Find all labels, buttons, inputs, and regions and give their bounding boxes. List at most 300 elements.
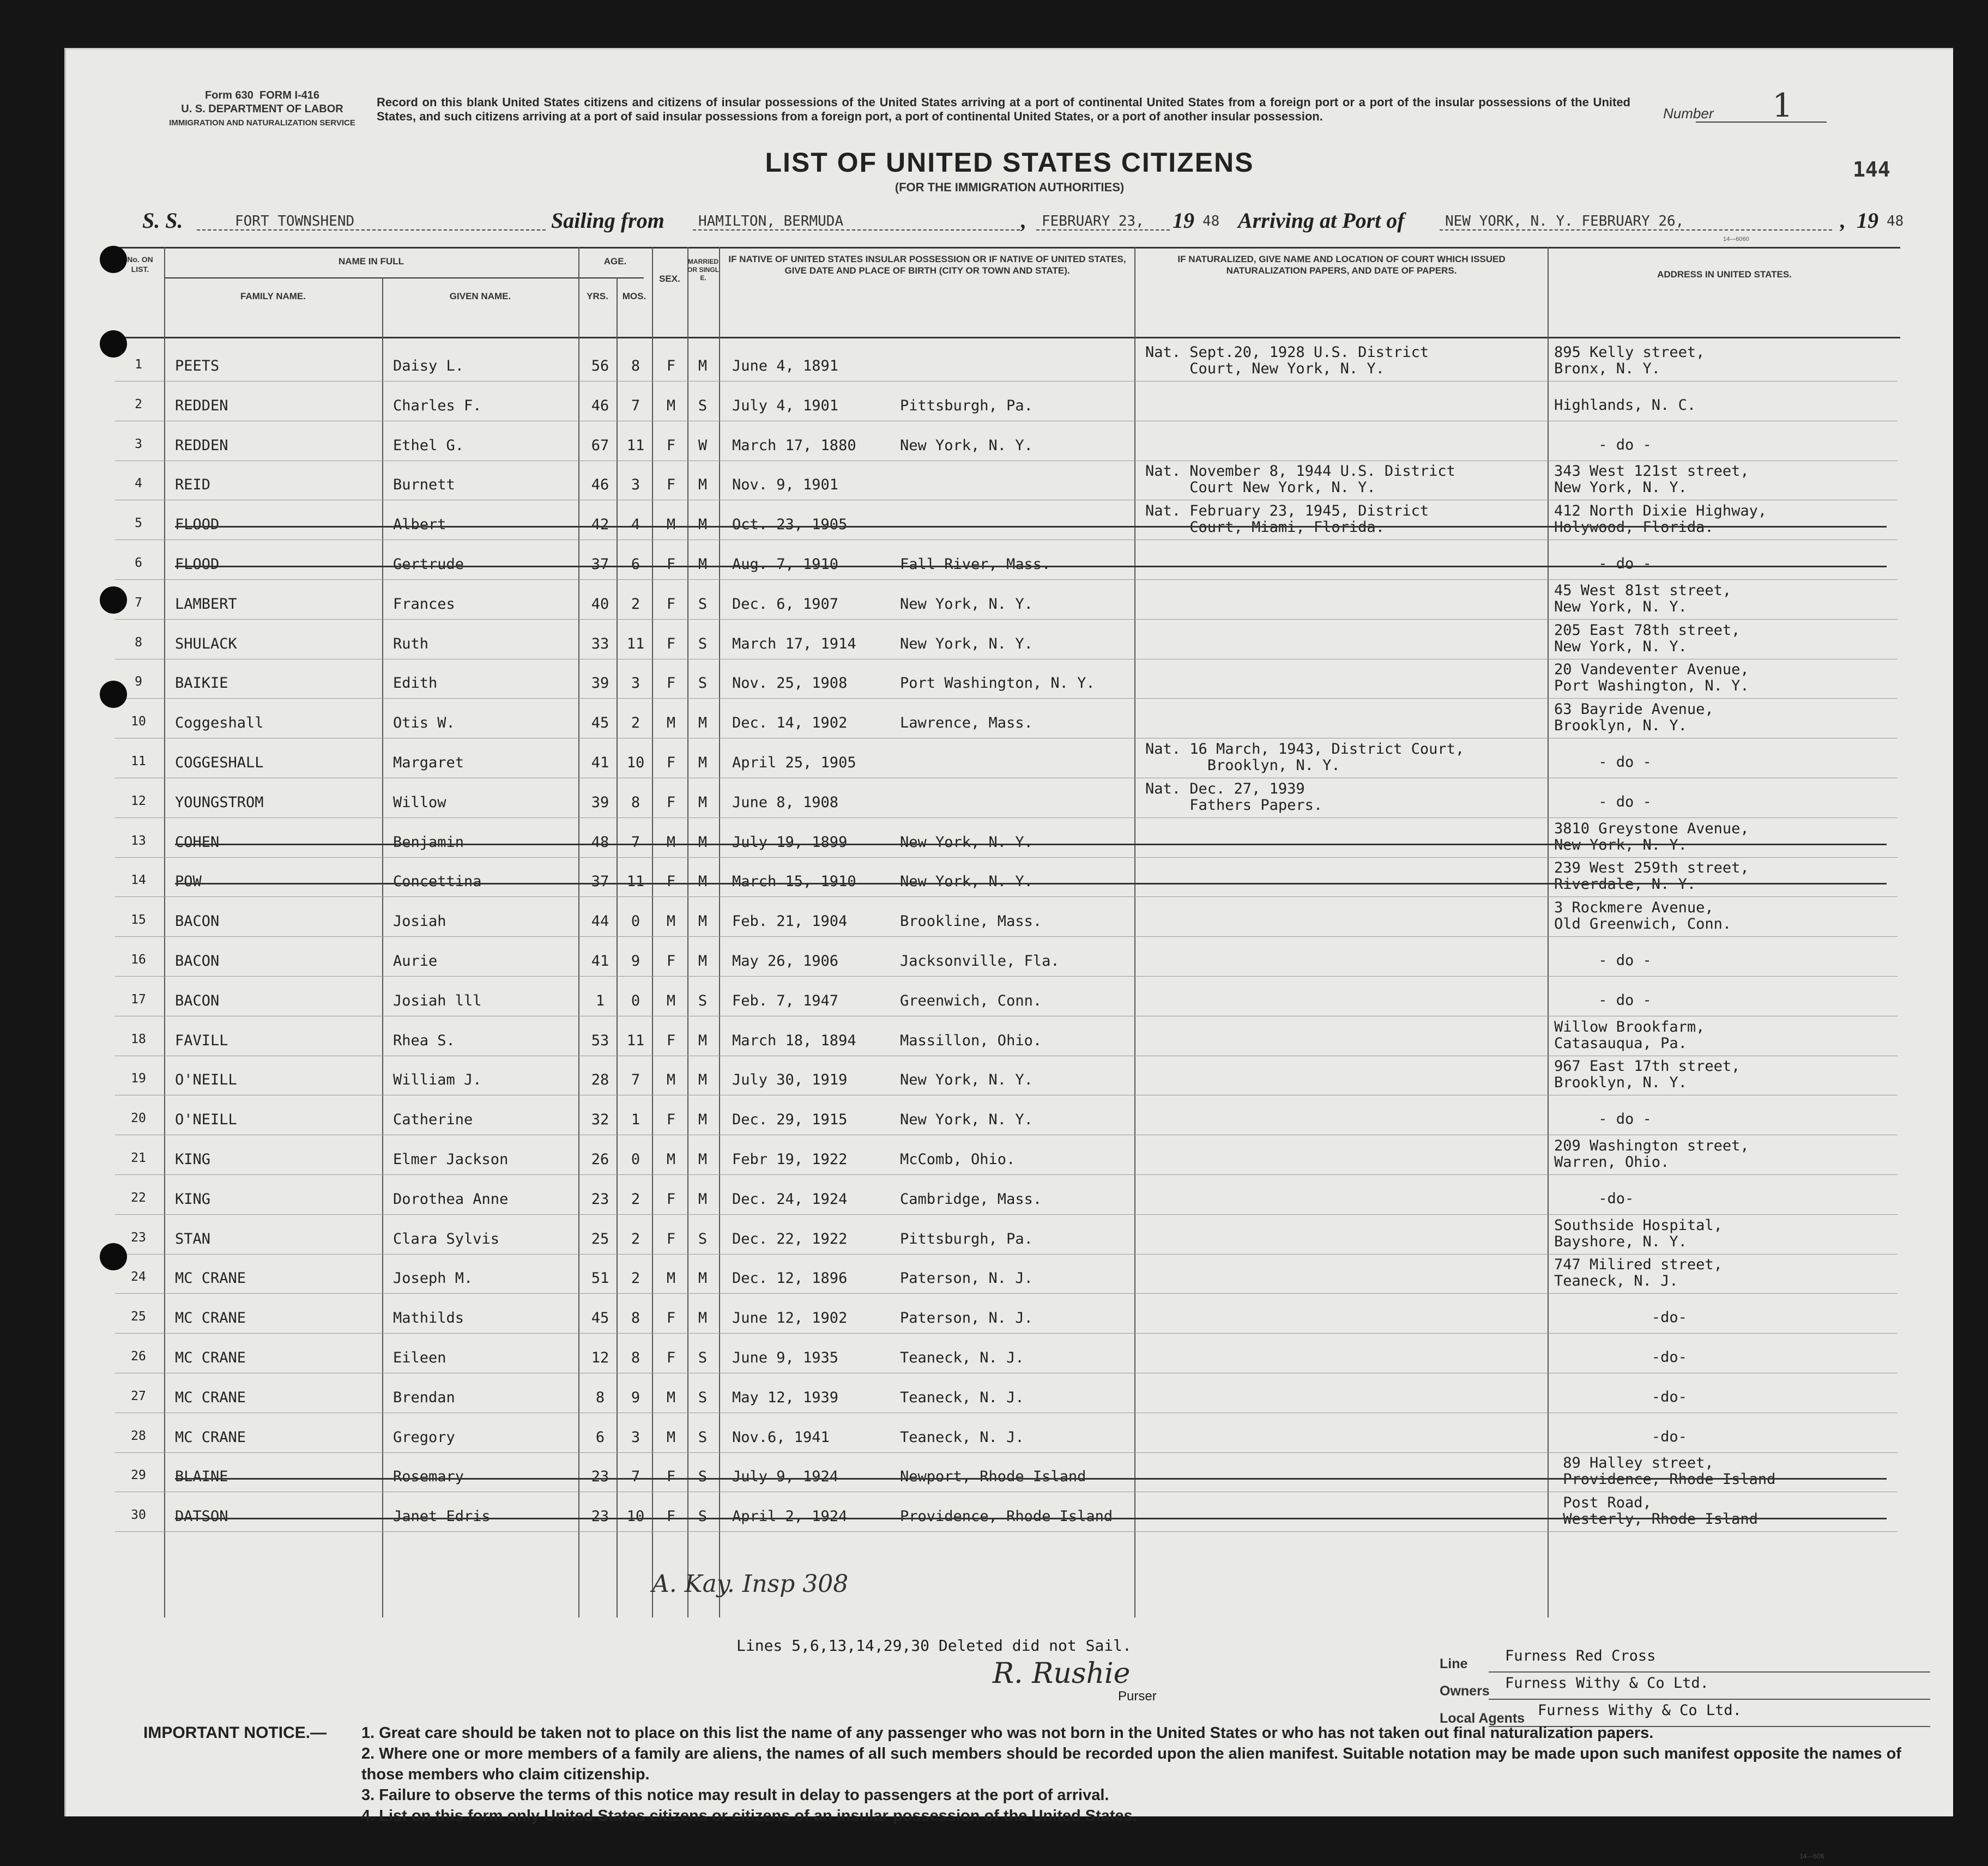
sex: F — [666, 1468, 676, 1486]
marital-status: S — [698, 1230, 708, 1247]
row-number: 26 — [131, 1349, 146, 1364]
family-name: REDDEN — [175, 437, 228, 454]
table-row — [66, 1453, 1953, 1492]
sailing-label: Sailing from — [551, 208, 664, 233]
birth-date: Nov. 9, 1901 — [732, 476, 839, 494]
purser-signature: R. Rushie — [993, 1657, 1131, 1690]
owners-value: Furness Withy & Co Ltd. — [1505, 1675, 1709, 1692]
binder-hole — [100, 681, 127, 708]
col-header-family: FAMILY NAME. — [240, 291, 306, 301]
age-years: 40 — [591, 595, 609, 613]
year-prefix-2: 19 — [1857, 208, 1878, 233]
age-years: 25 — [591, 1230, 609, 1247]
number-label: Number — [1663, 105, 1714, 122]
sex: M — [666, 516, 676, 534]
address: 239 West 259th street, Riverdale, N. Y. — [1554, 859, 1749, 893]
given-name: Brendan — [393, 1389, 455, 1406]
port-underline — [1440, 229, 1832, 231]
marital-status: S — [698, 595, 708, 613]
row-number: 20 — [131, 1111, 146, 1126]
given-name: William J. — [393, 1071, 482, 1089]
age-months: 8 — [631, 1349, 640, 1366]
col-header-yrs: YRS. — [587, 291, 608, 301]
marital-status: M — [698, 1310, 708, 1327]
manifest-sheet — [64, 48, 1953, 1860]
table-row — [66, 1176, 1953, 1215]
birth-place: Lawrence, Mass. — [900, 714, 1033, 732]
address: 3810 Greystone Avenue, New York, N. Y. — [1554, 820, 1749, 853]
family-name: YOUNGSTROM — [175, 793, 264, 811]
row-number: 17 — [131, 992, 146, 1007]
age-years: 53 — [591, 1032, 609, 1049]
row-number: 28 — [131, 1428, 146, 1443]
age-years: 41 — [591, 754, 609, 771]
birth-place: New York, N. Y. — [900, 635, 1033, 652]
birth-place: Paterson, N. J. — [900, 1310, 1033, 1327]
departure-port: HAMILTON, BERMUDA — [698, 213, 844, 229]
binder-hole — [100, 586, 127, 614]
birth-date: June 9, 1935 — [732, 1349, 839, 1366]
row-number: 22 — [131, 1190, 146, 1205]
deleted-lines-note: Lines 5,6,13,14,29,30 Deleted did not Sail. — [736, 1637, 1132, 1655]
marital-status: M — [698, 1190, 708, 1208]
sex: F — [666, 1230, 676, 1247]
birth-date: Feb. 7, 1947 — [732, 992, 839, 1009]
given-name: Gregory — [393, 1428, 455, 1446]
age-months: 7 — [631, 397, 640, 414]
age-years: 41 — [591, 953, 609, 970]
sex: M — [666, 1071, 676, 1089]
row-number: 15 — [131, 913, 146, 928]
given-name: Rhea S. — [393, 1032, 455, 1049]
address: - do - — [1554, 754, 1652, 771]
birth-place: New York, N. Y. — [900, 595, 1033, 613]
purser-label: Purser — [1118, 1689, 1157, 1704]
sex: F — [666, 1111, 676, 1129]
line-label: Line — [1440, 1656, 1468, 1671]
family-name: O'NEILL — [175, 1071, 237, 1089]
marital-status: M — [698, 358, 708, 374]
birth-date: April 2, 1924 — [732, 1508, 848, 1525]
marital-status: S — [698, 1508, 708, 1525]
family-name: COGGESHALL — [175, 754, 264, 771]
sex: F — [666, 476, 676, 494]
table-row — [66, 898, 1953, 937]
table-row — [66, 937, 1953, 977]
address: 20 Vandeventer Avenue, Port Washington, N. Y. — [1554, 661, 1749, 695]
table-row — [66, 1215, 1953, 1255]
age-years: 42 — [591, 516, 609, 534]
birth-place: New York, N. Y. — [900, 1071, 1033, 1089]
sex: M — [666, 397, 676, 414]
page-number: 144 — [1853, 157, 1890, 181]
family-name: MC CRANE — [175, 1310, 246, 1327]
arrival-year: 48 — [1887, 213, 1904, 229]
table-row — [66, 1493, 1953, 1532]
birth-date: July 9, 1924 — [732, 1468, 839, 1486]
notice-heading: IMPORTANT NOTICE.— — [143, 1724, 327, 1742]
family-name: Coggeshall — [175, 714, 264, 732]
table-row — [66, 1096, 1953, 1135]
birth-place: Providence, Rhode Island — [900, 1508, 1113, 1525]
table-row — [66, 977, 1953, 1016]
marital-status: S — [698, 1389, 708, 1406]
table-row — [66, 1017, 1953, 1056]
arriving-label: Arriving at Port of — [1238, 208, 1405, 233]
address: 895 Kelly street, Bronx, N. Y. — [1554, 344, 1705, 377]
family-name: MC CRANE — [175, 1428, 246, 1446]
arrival-port: NEW YORK, N. Y. FEBRUARY 26, — [1445, 213, 1684, 229]
line-value: Furness Red Cross — [1505, 1647, 1656, 1664]
given-name: Charles F. — [393, 397, 482, 414]
age-months: 7 — [631, 1468, 640, 1486]
given-name: Frances — [393, 595, 455, 613]
row-number: 8 — [135, 635, 142, 650]
family-name: REID — [175, 476, 211, 494]
birth-place: Massillon, Ohio. — [900, 1032, 1042, 1049]
year-prefix: 19 — [1173, 208, 1194, 233]
given-name: Mathilds — [393, 1310, 464, 1327]
address: Highlands, N. C. — [1554, 396, 1696, 414]
address: - do - — [1554, 436, 1652, 453]
age-years: 45 — [591, 714, 609, 732]
birth-date: Aug. 7, 1910 — [732, 556, 839, 573]
birth-date: March 15, 1910 — [732, 873, 856, 890]
notice-item-4: 4. List on this form only United States citizens or citizens of an insular possession of the United States. — [361, 1807, 1137, 1825]
age-months: 10 — [626, 1508, 645, 1525]
sex: F — [666, 1032, 676, 1049]
birth-place: Fall River, Mass. — [900, 556, 1051, 573]
birth-date: Dec. 24, 1924 — [732, 1190, 848, 1208]
col-header-sex: SEX. — [659, 274, 680, 284]
birth-date: June 4, 1891 — [732, 358, 839, 374]
given-name: Janet Edris — [393, 1508, 491, 1525]
age-years: 56 — [591, 358, 609, 374]
agents-value: Furness Withy & Co Ltd. — [1538, 1702, 1742, 1719]
sex: M — [666, 992, 676, 1009]
given-name: Rosemary — [393, 1468, 464, 1486]
birth-place: Greenwich, Conn. — [900, 992, 1042, 1009]
birth-date: May 26, 1906 — [732, 953, 839, 970]
sex: F — [666, 635, 676, 652]
age-years: 39 — [591, 675, 609, 692]
row-number: 24 — [131, 1270, 146, 1285]
birth-date: July 19, 1899 — [732, 833, 848, 851]
address: Southside Hospital, Bayshore, N. Y. — [1554, 1216, 1723, 1250]
row-number: 7 — [135, 595, 142, 610]
marital-status: M — [698, 476, 708, 494]
age-years: 37 — [591, 873, 609, 890]
given-name: Josiah — [393, 913, 446, 930]
marital-status: M — [698, 556, 708, 573]
address: - do - — [1554, 793, 1652, 810]
marital-status: M — [698, 1111, 708, 1129]
given-name: Edith — [393, 675, 438, 692]
sex: M — [666, 833, 676, 851]
table-row — [66, 1136, 1953, 1175]
family-name: BLAINE — [175, 1468, 228, 1486]
department-name: U. S. DEPARTMENT OF LABOR — [181, 103, 343, 115]
sex: F — [666, 1190, 676, 1208]
marital-status: M — [698, 1032, 708, 1049]
birth-date: Dec. 22, 1922 — [732, 1230, 848, 1247]
office-code: 14—6060 — [1723, 236, 1749, 243]
address: - do - — [1554, 952, 1652, 969]
family-name: STAN — [175, 1230, 211, 1247]
comma-sep: , — [1021, 208, 1026, 233]
birth-place: Port Washington, N. Y. — [900, 675, 1095, 692]
birth-place: New York, N. Y. — [900, 833, 1033, 851]
family-name: BACON — [175, 992, 220, 1009]
age-years: 23 — [591, 1190, 609, 1208]
family-name: SHULACK — [175, 635, 237, 652]
age-months: 6 — [631, 556, 640, 573]
family-name: KING — [175, 1190, 211, 1208]
given-name: Burnett — [393, 476, 455, 494]
given-name: Albert — [393, 516, 446, 534]
table-row — [66, 580, 1953, 620]
row-number: 16 — [131, 953, 146, 967]
row-number: 25 — [131, 1310, 146, 1324]
birth-place: New York, N. Y. — [900, 437, 1033, 454]
birth-date: July 4, 1901 — [732, 397, 839, 414]
address: -do- — [1554, 1309, 1687, 1326]
table-row — [66, 342, 1953, 381]
age-months: 11 — [626, 437, 645, 454]
given-name: Eileen — [393, 1349, 446, 1366]
header-bottom-rule — [118, 337, 1900, 338]
binder-hole — [100, 330, 127, 358]
form-id-block — [148, 89, 377, 130]
address: -do- — [1554, 1428, 1687, 1445]
age-years: 6 — [595, 1428, 605, 1446]
sex: F — [666, 595, 676, 613]
row-number: 11 — [131, 754, 146, 768]
family-name: MC CRANE — [175, 1389, 246, 1406]
family-name: BACON — [175, 913, 220, 930]
birth-place: Newport, Rhode Island — [900, 1468, 1086, 1486]
age-months: 11 — [626, 1032, 645, 1049]
naturalization: Nat. November 8, 1944 U.S. District Court New York, N. Y. — [1145, 463, 1455, 496]
age-months: 9 — [631, 953, 640, 970]
age-years: 8 — [595, 1389, 605, 1406]
address: Post Road, Westerly, Rhode Island — [1563, 1494, 1758, 1528]
age-months: 2 — [631, 1190, 640, 1208]
birth-place: New York, N. Y. — [900, 1111, 1033, 1129]
page-subtitle: (FOR THE IMMIGRATION AUTHORITIES) — [895, 180, 1125, 194]
marital-status: M — [698, 953, 708, 970]
given-name: Daisy L. — [393, 358, 464, 374]
table-row — [66, 699, 1953, 738]
marital-status: M — [698, 793, 708, 811]
address: 3 Rockmere Avenue, Old Greenwich, Conn. — [1554, 899, 1732, 933]
col-header-married: MARRIED OR SINGLE. — [687, 258, 720, 282]
given-name: Elmer Jackson — [393, 1151, 509, 1168]
inspector-handwriting: A. Kay. Insp 308 — [652, 1570, 849, 1598]
age-years: 33 — [591, 635, 609, 652]
naturalization: Nat. Sept.20, 1928 U.S. District Court, New York, N. Y. — [1145, 344, 1429, 377]
form-number: Form 630 FORM I-416 — [204, 89, 320, 101]
age-years: 26 — [591, 1151, 609, 1168]
sex: M — [666, 1270, 676, 1287]
table-row — [66, 1374, 1953, 1413]
naturalization: Nat. Dec. 27, 1939 Fathers Papers. — [1145, 780, 1323, 814]
birth-date: Oct. 23, 1905 — [732, 516, 848, 534]
age-months: 8 — [631, 358, 640, 374]
age-years: 12 — [591, 1349, 609, 1366]
sex: M — [666, 913, 676, 930]
agents-label: Local Agents — [1440, 1711, 1525, 1726]
table-row — [66, 659, 1953, 699]
birth-date: Dec. 14, 1902 — [732, 714, 848, 732]
age-months: 8 — [631, 1310, 640, 1327]
address: 967 East 17th street, Brooklyn, N. Y. — [1554, 1058, 1741, 1092]
address: 45 West 81st street, New York, N. Y. — [1554, 581, 1732, 615]
sex: M — [666, 1389, 676, 1406]
birth-date: June 12, 1902 — [732, 1310, 848, 1327]
family-name: POW — [175, 873, 202, 890]
row-number: 30 — [131, 1508, 146, 1523]
birth-place: Pittsburgh, Pa. — [900, 1230, 1033, 1247]
age-years: 44 — [591, 913, 609, 930]
age-months: 2 — [631, 1230, 640, 1247]
given-name: Willow — [393, 793, 446, 811]
birth-place: Pittsburgh, Pa. — [900, 397, 1033, 414]
marital-status: M — [698, 833, 708, 851]
birth-date: May 12, 1939 — [732, 1389, 839, 1406]
given-name: Joseph M. — [393, 1270, 473, 1287]
col-header-name: NAME IN FULL — [339, 256, 404, 266]
age-months: 0 — [631, 992, 640, 1009]
sex: F — [666, 793, 676, 811]
birth-date: March 18, 1894 — [732, 1032, 856, 1049]
age-years: 46 — [591, 476, 609, 494]
naturalization: Nat. February 23, 1945, District Court, Miami, Florida. — [1145, 502, 1429, 536]
row-number: 18 — [131, 1032, 146, 1046]
row-number: 6 — [135, 556, 142, 570]
sex: F — [666, 1508, 676, 1525]
family-name: FAVILL — [175, 1032, 228, 1049]
table-row — [66, 541, 1953, 580]
age-months: 1 — [631, 1111, 640, 1129]
marital-status: M — [698, 1071, 708, 1089]
given-name: Aurie — [393, 953, 438, 970]
family-name: REDDEN — [175, 397, 228, 414]
sex: M — [666, 1428, 676, 1446]
marital-status: S — [698, 635, 708, 652]
address: 412 North Dixie Highway, Holywood, Florida. — [1554, 502, 1767, 536]
naturalization: Nat. 16 March, 1943, District Court, Brooklyn, N. Y. — [1145, 741, 1465, 774]
marital-status: M — [698, 1151, 708, 1168]
birth-place: Jacksonville, Fla. — [900, 953, 1060, 970]
birth-place: New York, N. Y. — [900, 873, 1033, 890]
row-number: 5 — [135, 516, 142, 531]
sex: F — [666, 556, 676, 573]
sex: F — [666, 1349, 676, 1366]
marital-status: M — [698, 1270, 708, 1287]
age-years: 39 — [591, 793, 609, 811]
table-row — [66, 819, 1953, 858]
sex: M — [666, 1151, 676, 1168]
family-name: FLOOD — [175, 516, 220, 534]
number-value: 1 — [1772, 87, 1793, 125]
family-name: KING — [175, 1151, 211, 1168]
marital-status: S — [698, 1349, 708, 1366]
marital-status: S — [698, 675, 708, 692]
address: 89 Halley street, Providence, Rhode Island — [1563, 1455, 1776, 1488]
family-name: BAIKIE — [175, 675, 228, 692]
address: -do- — [1554, 1190, 1634, 1207]
table-row — [66, 779, 1953, 818]
birth-date: Feb. 21, 1904 — [732, 913, 848, 930]
sex: F — [666, 953, 676, 970]
row-rule — [115, 1531, 1898, 1532]
sex: F — [666, 754, 676, 771]
marital-status: W — [698, 437, 708, 454]
marital-status: S — [698, 397, 708, 414]
birth-date: April 25, 1905 — [732, 754, 856, 771]
birth-date: Dec. 12, 1896 — [732, 1270, 848, 1287]
table-row — [66, 382, 1953, 421]
ship-name: FORT TOWNSHEND — [235, 213, 355, 229]
owners-underline — [1489, 1699, 1930, 1700]
table-row — [66, 1255, 1953, 1294]
age-years: 23 — [591, 1468, 609, 1486]
row-number: 19 — [131, 1071, 146, 1086]
given-name: Clara Sylvis — [393, 1230, 500, 1247]
address: 343 West 121st street, New York, N. Y. — [1554, 463, 1749, 496]
birth-place: Teaneck, N. J. — [900, 1389, 1024, 1406]
col-header-address: ADDRESS IN UNITED STATES. — [1657, 269, 1792, 280]
given-name: Margaret — [393, 754, 464, 771]
given-name: Catherine — [393, 1111, 473, 1129]
birth-place: Teaneck, N. J. — [900, 1349, 1024, 1366]
age-months: 4 — [631, 516, 640, 534]
age-months: 3 — [631, 476, 640, 494]
table-row — [66, 1056, 1953, 1095]
marital-status: M — [698, 754, 708, 771]
row-number: 4 — [135, 476, 142, 491]
table-row — [66, 1334, 1953, 1373]
age-months: 2 — [631, 595, 640, 613]
given-name: Dorothea Anne — [393, 1190, 509, 1208]
form-code: 14—606 — [1799, 1852, 1824, 1860]
family-name: LAMBERT — [175, 595, 237, 613]
row-number: 9 — [135, 675, 142, 689]
strike-through-line — [175, 566, 1887, 567]
birth-date: March 17, 1880 — [732, 437, 856, 454]
family-name: MC CRANE — [175, 1349, 246, 1366]
address: Willow Brookfarm, Catasauqua, Pa. — [1554, 1018, 1705, 1052]
family-name: COHEN — [175, 833, 220, 851]
family-name: O'NEILL — [175, 1111, 237, 1129]
line-underline — [1489, 1671, 1930, 1673]
name-age-rule — [164, 277, 644, 278]
age-months: 2 — [631, 1270, 640, 1287]
age-months: 10 — [626, 754, 645, 771]
marital-status: M — [698, 516, 708, 534]
table-row — [66, 501, 1953, 540]
address: -do- — [1554, 1349, 1687, 1366]
given-name: Otis W. — [393, 714, 455, 732]
sex: M — [666, 714, 676, 732]
birth-date: Nov. 25, 1908 — [732, 675, 848, 692]
strike-through-line — [175, 844, 1887, 845]
row-number: 10 — [131, 714, 146, 729]
notice-item-2: 2. Where one or more members of a family are aliens, the names of all such members should be recorded upon the alien manifest. Suitable notation may be made upon such manifest opposite the names of those members who claim citizenship. — [361, 1745, 1901, 1783]
table-row — [66, 858, 1953, 897]
address: - do - — [1554, 1111, 1652, 1128]
